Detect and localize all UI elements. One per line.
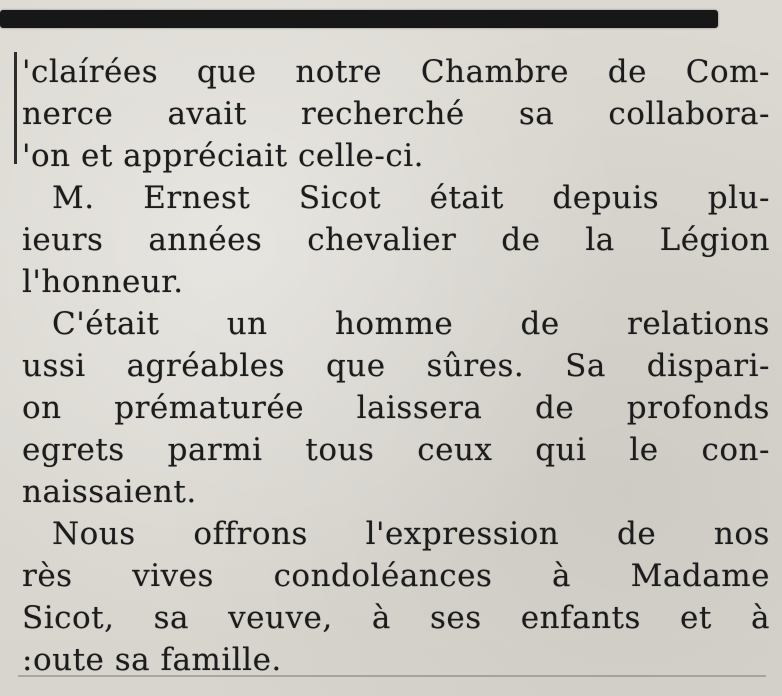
line-14-word-8: à bbox=[751, 600, 770, 636]
line-10-word-3: tous bbox=[305, 432, 375, 468]
line-10-word-4: ceux bbox=[417, 432, 493, 468]
text-line-3: 'on et appréciait celle-ci. bbox=[22, 138, 424, 174]
line-1-word-2: que bbox=[196, 54, 257, 90]
line-7-word-2: un bbox=[226, 306, 268, 342]
line-2-word-1: nerce bbox=[22, 96, 114, 132]
text-line-7 bbox=[22, 304, 770, 344]
line-10-word-7: con- bbox=[701, 432, 770, 468]
line-4-word-1: M. bbox=[52, 180, 95, 216]
line-5-word-1: ieurs bbox=[22, 222, 104, 258]
line-9-word-1: on bbox=[22, 390, 62, 426]
line-12-word-3: l'expression bbox=[365, 516, 560, 552]
line-13-word-5: Madame bbox=[630, 558, 770, 594]
line-5-word-3: chevalier bbox=[307, 222, 457, 258]
text-line-10 bbox=[22, 430, 770, 470]
line-14-word-6: enfants bbox=[520, 600, 641, 636]
line-10-word-2: parmi bbox=[167, 432, 263, 468]
line-5-word-5: la bbox=[585, 222, 615, 258]
line-1-word-4: Chambre bbox=[420, 54, 569, 90]
text-line-13 bbox=[22, 556, 770, 596]
text-line-6: l'honneur. bbox=[22, 264, 184, 300]
line-14-word-2: sa bbox=[153, 600, 190, 636]
line-7-word-3: homme bbox=[334, 306, 454, 342]
line-13-word-1: rès bbox=[22, 558, 73, 594]
line-8-word-3: que bbox=[325, 348, 386, 384]
text-line-9 bbox=[22, 388, 770, 428]
line-10-word-5: qui bbox=[535, 432, 587, 468]
line-8-word-4: sûres. bbox=[426, 348, 525, 384]
line-14-word-3: veuve, bbox=[228, 600, 333, 636]
top-rule bbox=[0, 10, 718, 28]
line-1-word-5: de bbox=[607, 54, 647, 90]
line-10-word-6: le bbox=[629, 432, 659, 468]
line-12-word-4: de bbox=[616, 516, 657, 552]
line-5-word-4: de bbox=[501, 222, 541, 258]
text-line-11: naissaient. bbox=[22, 474, 197, 510]
line-12-word-5: nos bbox=[713, 516, 770, 552]
line-7-word-5: relations bbox=[627, 306, 770, 342]
bottom-rule bbox=[18, 675, 766, 677]
column-rule bbox=[14, 52, 17, 164]
line-2-word-5: collabora- bbox=[608, 96, 770, 132]
line-14-word-4: à bbox=[371, 600, 391, 636]
line-14-word-7: et bbox=[680, 600, 712, 636]
line-2-word-2: avait bbox=[167, 96, 247, 132]
line-4-word-2: Ernest bbox=[143, 180, 251, 216]
line-1-word-3: notre bbox=[295, 54, 383, 90]
line-4-word-6: plu- bbox=[707, 180, 770, 216]
line-14-word-5: ses bbox=[429, 600, 482, 636]
line-7-word-4: de bbox=[520, 306, 560, 342]
line-1-word-1: 'claírées bbox=[22, 54, 159, 90]
line-12-word-2: offrons bbox=[193, 516, 308, 552]
text-line-14 bbox=[22, 598, 770, 638]
line-7-word-1: C'était bbox=[52, 306, 160, 342]
text-line-2 bbox=[22, 94, 770, 134]
line-9-word-4: de bbox=[534, 390, 575, 426]
line-8-word-6: dispari- bbox=[646, 348, 770, 384]
text-line-1 bbox=[22, 52, 770, 92]
line-2-word-4: sa bbox=[518, 96, 555, 132]
line-9-word-3: laissera bbox=[356, 390, 483, 426]
line-4-word-5: depuis bbox=[552, 180, 660, 216]
line-14-word-1: Sicot, bbox=[22, 600, 115, 636]
line-9-word-5: profonds bbox=[626, 390, 770, 426]
line-13-word-2: vives bbox=[132, 558, 214, 594]
line-13-word-4: à bbox=[552, 558, 572, 594]
text-line-15: :oute sa famille. bbox=[22, 642, 282, 678]
line-12-word-1: Nous bbox=[52, 516, 136, 552]
line-2-word-3: recherché bbox=[300, 96, 465, 132]
line-8-word-2: agréables bbox=[126, 348, 286, 384]
line-5-word-6: Légion bbox=[659, 222, 770, 258]
line-4-word-3: Sicot bbox=[298, 180, 382, 216]
line-4-word-4: était bbox=[429, 180, 504, 216]
text-line-12 bbox=[22, 514, 770, 554]
text-line-8 bbox=[22, 346, 770, 386]
line-10-word-1: egrets bbox=[22, 432, 125, 468]
text-line-5 bbox=[22, 220, 770, 260]
line-1-word-6: Com- bbox=[685, 54, 770, 90]
line-13-word-3: condoléances bbox=[273, 558, 493, 594]
line-8-word-5: Sa bbox=[565, 348, 606, 384]
line-9-word-2: prématurée bbox=[114, 390, 305, 426]
text-line-4 bbox=[22, 178, 770, 218]
line-5-word-2: années bbox=[148, 222, 263, 258]
line-8-word-1: ussi bbox=[22, 348, 86, 384]
